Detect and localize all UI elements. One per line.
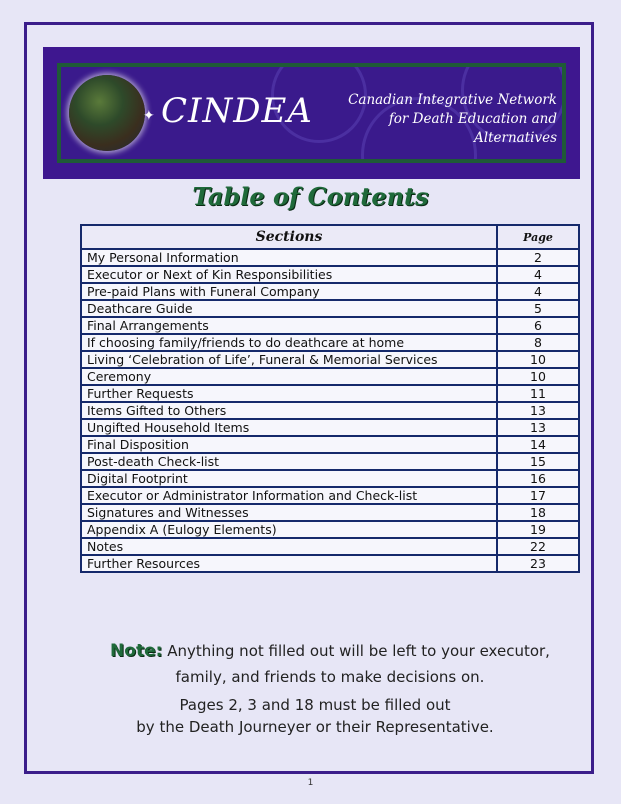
required-pages-note	[90, 694, 540, 738]
note-label: Note:	[110, 641, 163, 661]
banner-inner-panel	[57, 63, 566, 163]
toc-section-cell: Notes	[81, 538, 497, 555]
toc-section-cell: Final Arrangements	[81, 317, 497, 334]
toc-page-cell: 11	[497, 385, 579, 402]
toc-row	[81, 470, 579, 487]
toc-section-cell: Ceremony	[81, 368, 497, 385]
toc-section-cell: Post-death Check-list	[81, 453, 497, 470]
toc-page-cell: 23	[497, 555, 579, 572]
toc-row	[81, 487, 579, 504]
toc-page-cell: 17	[497, 487, 579, 504]
toc-section-cell: Ungifted Household Items	[81, 419, 497, 436]
toc-section-cell: Living ‘Celebration of Life’, Funeral & Memorial Services	[81, 351, 497, 368]
toc-row	[81, 419, 579, 436]
toc-section-cell: Items Gifted to Others	[81, 402, 497, 419]
toc-page-cell: 10	[497, 351, 579, 368]
toc-page-cell: 13	[497, 402, 579, 419]
toc-body	[81, 249, 579, 572]
toc-page-cell: 4	[497, 283, 579, 300]
toc-row	[81, 538, 579, 555]
page-number: 1	[307, 778, 314, 788]
toc-row	[81, 453, 579, 470]
toc-row	[81, 334, 579, 351]
page-column-header: Page	[497, 225, 579, 249]
toc-row	[81, 283, 579, 300]
toc-row	[81, 266, 579, 283]
sections-column-header: Sections	[81, 225, 497, 249]
toc-row	[81, 249, 579, 266]
toc-table	[80, 224, 580, 573]
earth-tree-icon	[69, 75, 145, 151]
toc-section-cell: If choosing family/friends to do deathcare at home	[81, 334, 497, 351]
toc-section-cell: Executor or Next of Kin Responsibilities	[81, 266, 497, 283]
toc-page-cell: 10	[497, 368, 579, 385]
toc-section-cell: My Personal Information	[81, 249, 497, 266]
cindea-tagline	[317, 91, 557, 148]
toc-section-cell: Deathcare Guide	[81, 300, 497, 317]
toc-page-cell: 14	[497, 436, 579, 453]
toc-page-cell: 13	[497, 419, 579, 436]
tagline-line-2: for Death Education and Alternatives	[388, 111, 557, 146]
toc-section-cell: Final Disposition	[81, 436, 497, 453]
toc-row	[81, 402, 579, 419]
toc-page-cell: 8	[497, 334, 579, 351]
note-line-1	[80, 638, 580, 664]
toc-section-cell: Further Requests	[81, 385, 497, 402]
toc-row	[81, 504, 579, 521]
toc-page-cell: 18	[497, 504, 579, 521]
note-text-1: Anything not filled out will be left to your executor,	[167, 642, 550, 660]
toc-page-cell: 6	[497, 317, 579, 334]
toc-page-cell: 19	[497, 521, 579, 538]
toc-row	[81, 555, 579, 572]
toc-section-cell: Digital Footprint	[81, 470, 497, 487]
toc-row	[81, 300, 579, 317]
toc-page-cell: 16	[497, 470, 579, 487]
cindea-logo-text: CINDEA	[161, 91, 313, 131]
toc-header-row	[81, 225, 579, 249]
toc-row	[81, 317, 579, 334]
tagline-line-1: Canadian Integrative Network	[348, 92, 557, 108]
toc-page-cell: 2	[497, 249, 579, 266]
toc-section-cell: Appendix A (Eulogy Elements)	[81, 521, 497, 538]
toc-row	[81, 351, 579, 368]
toc-row	[81, 436, 579, 453]
toc-row	[81, 368, 579, 385]
page-title: Table of Contents	[192, 182, 429, 211]
toc-section-cell: Signatures and Witnesses	[81, 504, 497, 521]
required-line-2: by the Death Journeyer or their Representative.	[136, 718, 494, 736]
toc-row	[81, 521, 579, 538]
toc-section-cell: Executor or Administrator Information and Check-list	[81, 487, 497, 504]
toc-row	[81, 385, 579, 402]
required-line-1: Pages 2, 3 and 18 must be filled out	[179, 696, 451, 714]
note-paragraph	[80, 638, 580, 690]
note-text-2: family, and friends to make decisions on.	[175, 668, 485, 686]
toc-section-cell: Further Resources	[81, 555, 497, 572]
sparkle-icon: ✦	[143, 108, 155, 124]
toc-page-cell: 15	[497, 453, 579, 470]
toc-section-cell: Pre-paid Plans with Funeral Company	[81, 283, 497, 300]
cindea-banner	[43, 47, 580, 179]
toc-page-cell: 4	[497, 266, 579, 283]
toc-page-cell: 22	[497, 538, 579, 555]
toc-page-cell: 5	[497, 300, 579, 317]
